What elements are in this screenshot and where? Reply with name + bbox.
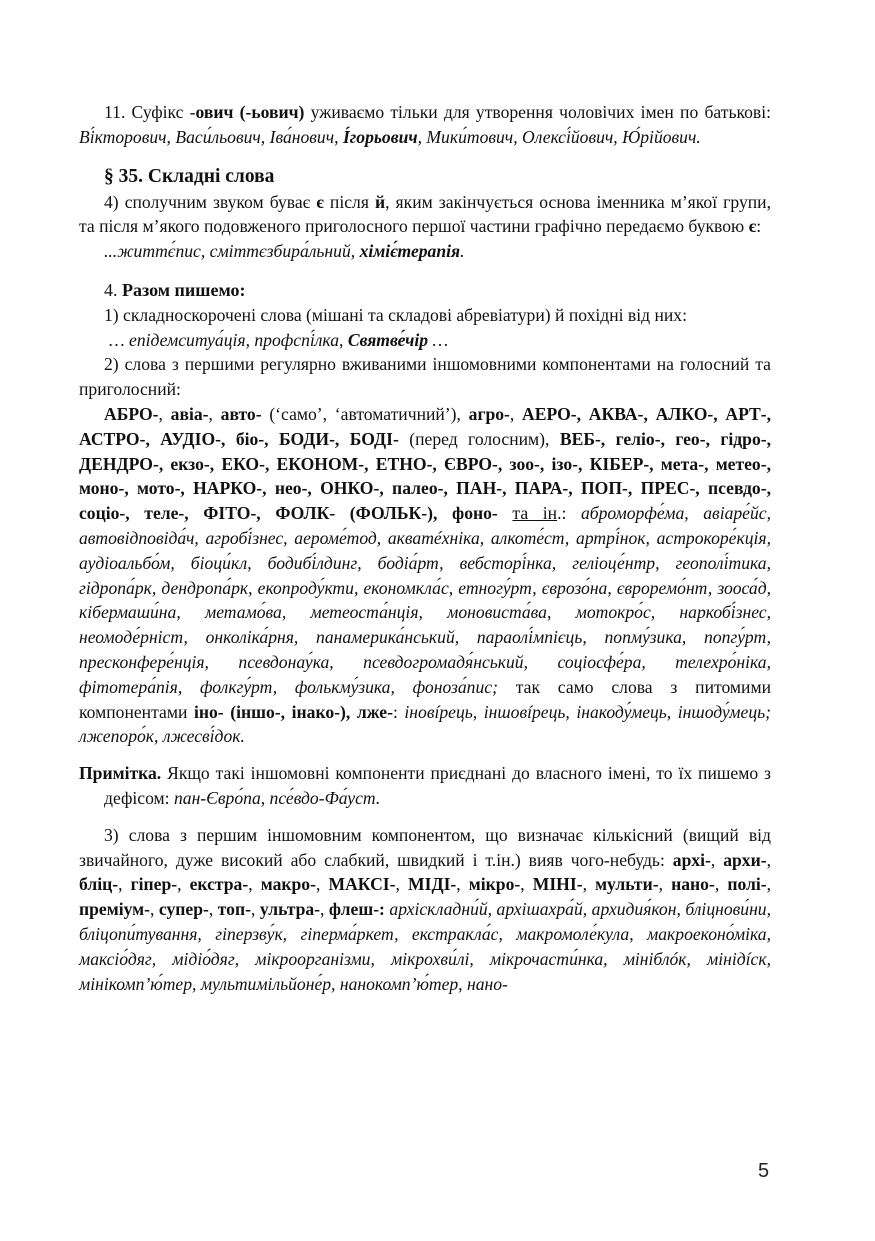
text-run: полі- — [727, 874, 767, 895]
text-run: , — [520, 874, 533, 895]
text-run: мікро- — [468, 874, 521, 895]
text-run: МІДІ- — [408, 874, 457, 895]
text-run: екстра- — [189, 874, 249, 895]
text-run: агро- — [468, 403, 510, 424]
text-run: , — [250, 899, 260, 920]
text-run: , — [320, 899, 329, 920]
text-run: , — [714, 874, 728, 895]
text-run: авто- — [220, 403, 262, 424]
text-run: та ін — [512, 503, 558, 524]
text-run: , — [710, 849, 724, 870]
text-run: хіміє́терапія — [359, 241, 461, 262]
text-run: 1) складноскорочені слова (мішані та складові абревіатури) й похідні від них: — [104, 304, 687, 325]
item-1 — [79, 303, 771, 328]
text-run: (перед голосним), — [398, 428, 560, 449]
text-run: нано- — [671, 874, 715, 895]
text-run: макро- — [260, 874, 316, 895]
text-run: Ві́кторович, Васи́льович, Іва́нович, — [79, 126, 343, 147]
text-run: так само слова з питомими компонентами — [79, 676, 771, 722]
text-run: бліц- — [79, 874, 119, 895]
text-run: преміум- — [79, 899, 151, 920]
text-run: , — [177, 874, 190, 895]
text-run: , — [150, 899, 159, 920]
page-number: 5 — [758, 1160, 770, 1182]
text-run: ультра- — [259, 899, 321, 920]
text-run: , — [766, 849, 771, 870]
text-run: АБРО- — [104, 403, 159, 424]
text-run: , — [248, 874, 261, 895]
text-run: іно- (іншо-, інако-), лже- — [193, 701, 393, 722]
text-run: топ- — [217, 899, 251, 920]
text-run: , — [456, 874, 469, 895]
document-page — [79, 100, 771, 996]
text-run: є — [316, 191, 324, 212]
item-3 — [79, 823, 771, 997]
text-run: аброморфе́ма, авіаре́йс, автовідповіда́ч, агробі́знес, аероме́тод, акватéхніка, алкоте́ст, артрі́нок, астрокоре́кція, аудіоальбо́м, біоци́кл, бодибі́лдинг, бодіа́рт, вебсторі́нка, геліоце́нтр, геополі́тика, гідропа́рк, дендропа́рк, екопроду́кти, економкла́с, етногу́рт, єврозо́на, євроремо́нт, зооса́д, кібермаши́на, метамо́ва, метеоста́нція, моновиста́ва, мотокро́с, наркобі́знес, неомоде́рніст, онколіка́рня, панамерика́нський, параолі́мпієць, попму́зика, попгу́рт, пресконфере́нція, псевдонау́ка, псевдогромадя́нський, соціосфе́ра, телехро́ніка, фітотера́пія, фолкгу́рт, фолькму́зика, фоноза́пис; — [79, 503, 771, 697]
text-run: авіа- — [170, 403, 209, 424]
text-run: мульти- — [595, 874, 659, 895]
text-run: супер- — [158, 899, 209, 920]
text-run: є — [748, 216, 757, 237]
text-run: , — [766, 874, 772, 895]
text-run: 4. — [104, 279, 122, 300]
text-run: Святве́чір — [347, 329, 429, 350]
text-run: , — [395, 874, 409, 895]
text-run: гіпер- — [130, 874, 178, 895]
text-run: АЕРО-, АКВА-, АЛКО-, АРТ-, АСТРО-, АУДІО-, біо-, БОДИ-, БОДІ- — [79, 403, 772, 449]
note — [79, 761, 771, 811]
text-run: архіскладни́й, архішахра́й, архидия́кон, бліцнови́ни, бліцопи́тування, гіперзву́к, гіперма́ркет, екстракла́с, макромоле́кула, макроеконо́міка, максіо́дяг, мідіо́дяг, мікроорганізми, мікрохви́лі, мікрочасти́нка, мініблóк, мінідíск, мінікомп’ю́тер, мультимільйоне́р, нанокомп’ю́тер, нано- — [79, 899, 771, 994]
text-run: … — [428, 329, 449, 350]
text-run: , — [509, 403, 523, 424]
text-run: уживаємо тільки для утворення чоловічих імен по батькові: — [304, 102, 771, 122]
text-run: . — [460, 241, 465, 262]
text-run: ович (-ьович) — [195, 102, 305, 122]
text-run: , — [582, 874, 596, 895]
text-run: МАКСІ- — [328, 874, 396, 895]
text-run: Разом пишемо: — [122, 279, 246, 300]
text-run: МІНІ- — [532, 874, 583, 895]
text-run: Якщо такі іншомовні компоненти приєднані до власного імені, то їх пишемо з дефісом: — [104, 763, 771, 808]
text-run: , яким закінчується основа іменника м’якої групи, та після м’якого подовженого приголосного першої частини графічно передаємо буквою — [79, 191, 771, 237]
text-run: флеш-: — [328, 899, 385, 920]
text-run: після — [323, 191, 375, 212]
section-heading: § 35. Складні слова — [104, 165, 275, 187]
text-run: .: — [557, 503, 581, 524]
text-run: Примітка. — [79, 763, 162, 784]
paragraph-11 — [79, 100, 771, 150]
text-run: 2) слова з першими регулярно вживаними іншомовними компонентами на голосний та приголосний: — [79, 354, 771, 400]
text-run: пан-Євро́па, псе́вдо-Фа́уст. — [173, 787, 381, 808]
paragraph-4-rule — [79, 190, 771, 240]
text-run: й — [374, 191, 386, 212]
text-run: (‘само’, ‘автоматичний’), — [261, 403, 469, 424]
text-run: , — [315, 874, 329, 895]
text-run: … епідемситуа́ція, профспі́лка, — [109, 329, 348, 350]
text-run: : — [392, 701, 405, 722]
text-run: архи- — [723, 849, 767, 870]
text-run: , — [208, 403, 221, 424]
text-run: , — [208, 899, 218, 920]
text-run: , — [658, 874, 672, 895]
item-1-examples — [79, 328, 771, 353]
text-run: іновíрець, іншовíрець, інакоду́мець, іншоду́мець; лжепоро́к, лжесві́док. — [79, 701, 771, 747]
paragraph-4-examples — [79, 239, 771, 264]
text-run: І́горьович — [342, 126, 418, 147]
text-run: 4) сполучним звуком буває — [104, 191, 317, 212]
text-run: , Мики́тович, Олексі́йович, Ю́рійович. — [417, 126, 701, 147]
text-run: архі- — [672, 849, 711, 870]
text-run — [498, 503, 513, 523]
item-2-list — [79, 402, 771, 749]
text-run: 3) слова з першим іншомовним компонентом, що визначає кількісний (вищий від звичайного, дуже високий або слабкий, швидкий і т.ін.) вияв чого-небудь: — [79, 824, 771, 870]
item-2 — [79, 352, 771, 402]
text-run: : — [756, 216, 762, 237]
text-run: , — [118, 874, 131, 895]
text-run: ВЕБ-, геліо-, гео-, гідро-, ДЕНДРО-, екзо-, ЕКО-, ЕКОНОМ-, ЕТНО-, ЄВРО-, зоо-, ізо-, КІБЕР-, мета-, метео-, моно-, мото-, НАРКО-, нео-, ОНКО-, палео-, ПАН-, ПАРА-, ПОП-, ПРЕС-, псевдо-, соціо-, теле-, ФІТО-, ФОЛК- (ФОЛЬК-), фоно- — [79, 428, 772, 524]
text-run: , — [158, 403, 171, 424]
text-run: ...життє́пис, сміттєзбира́льний, — [104, 241, 360, 262]
razom-heading — [79, 278, 771, 303]
text-run: 11. Суфікс - — [104, 102, 196, 122]
